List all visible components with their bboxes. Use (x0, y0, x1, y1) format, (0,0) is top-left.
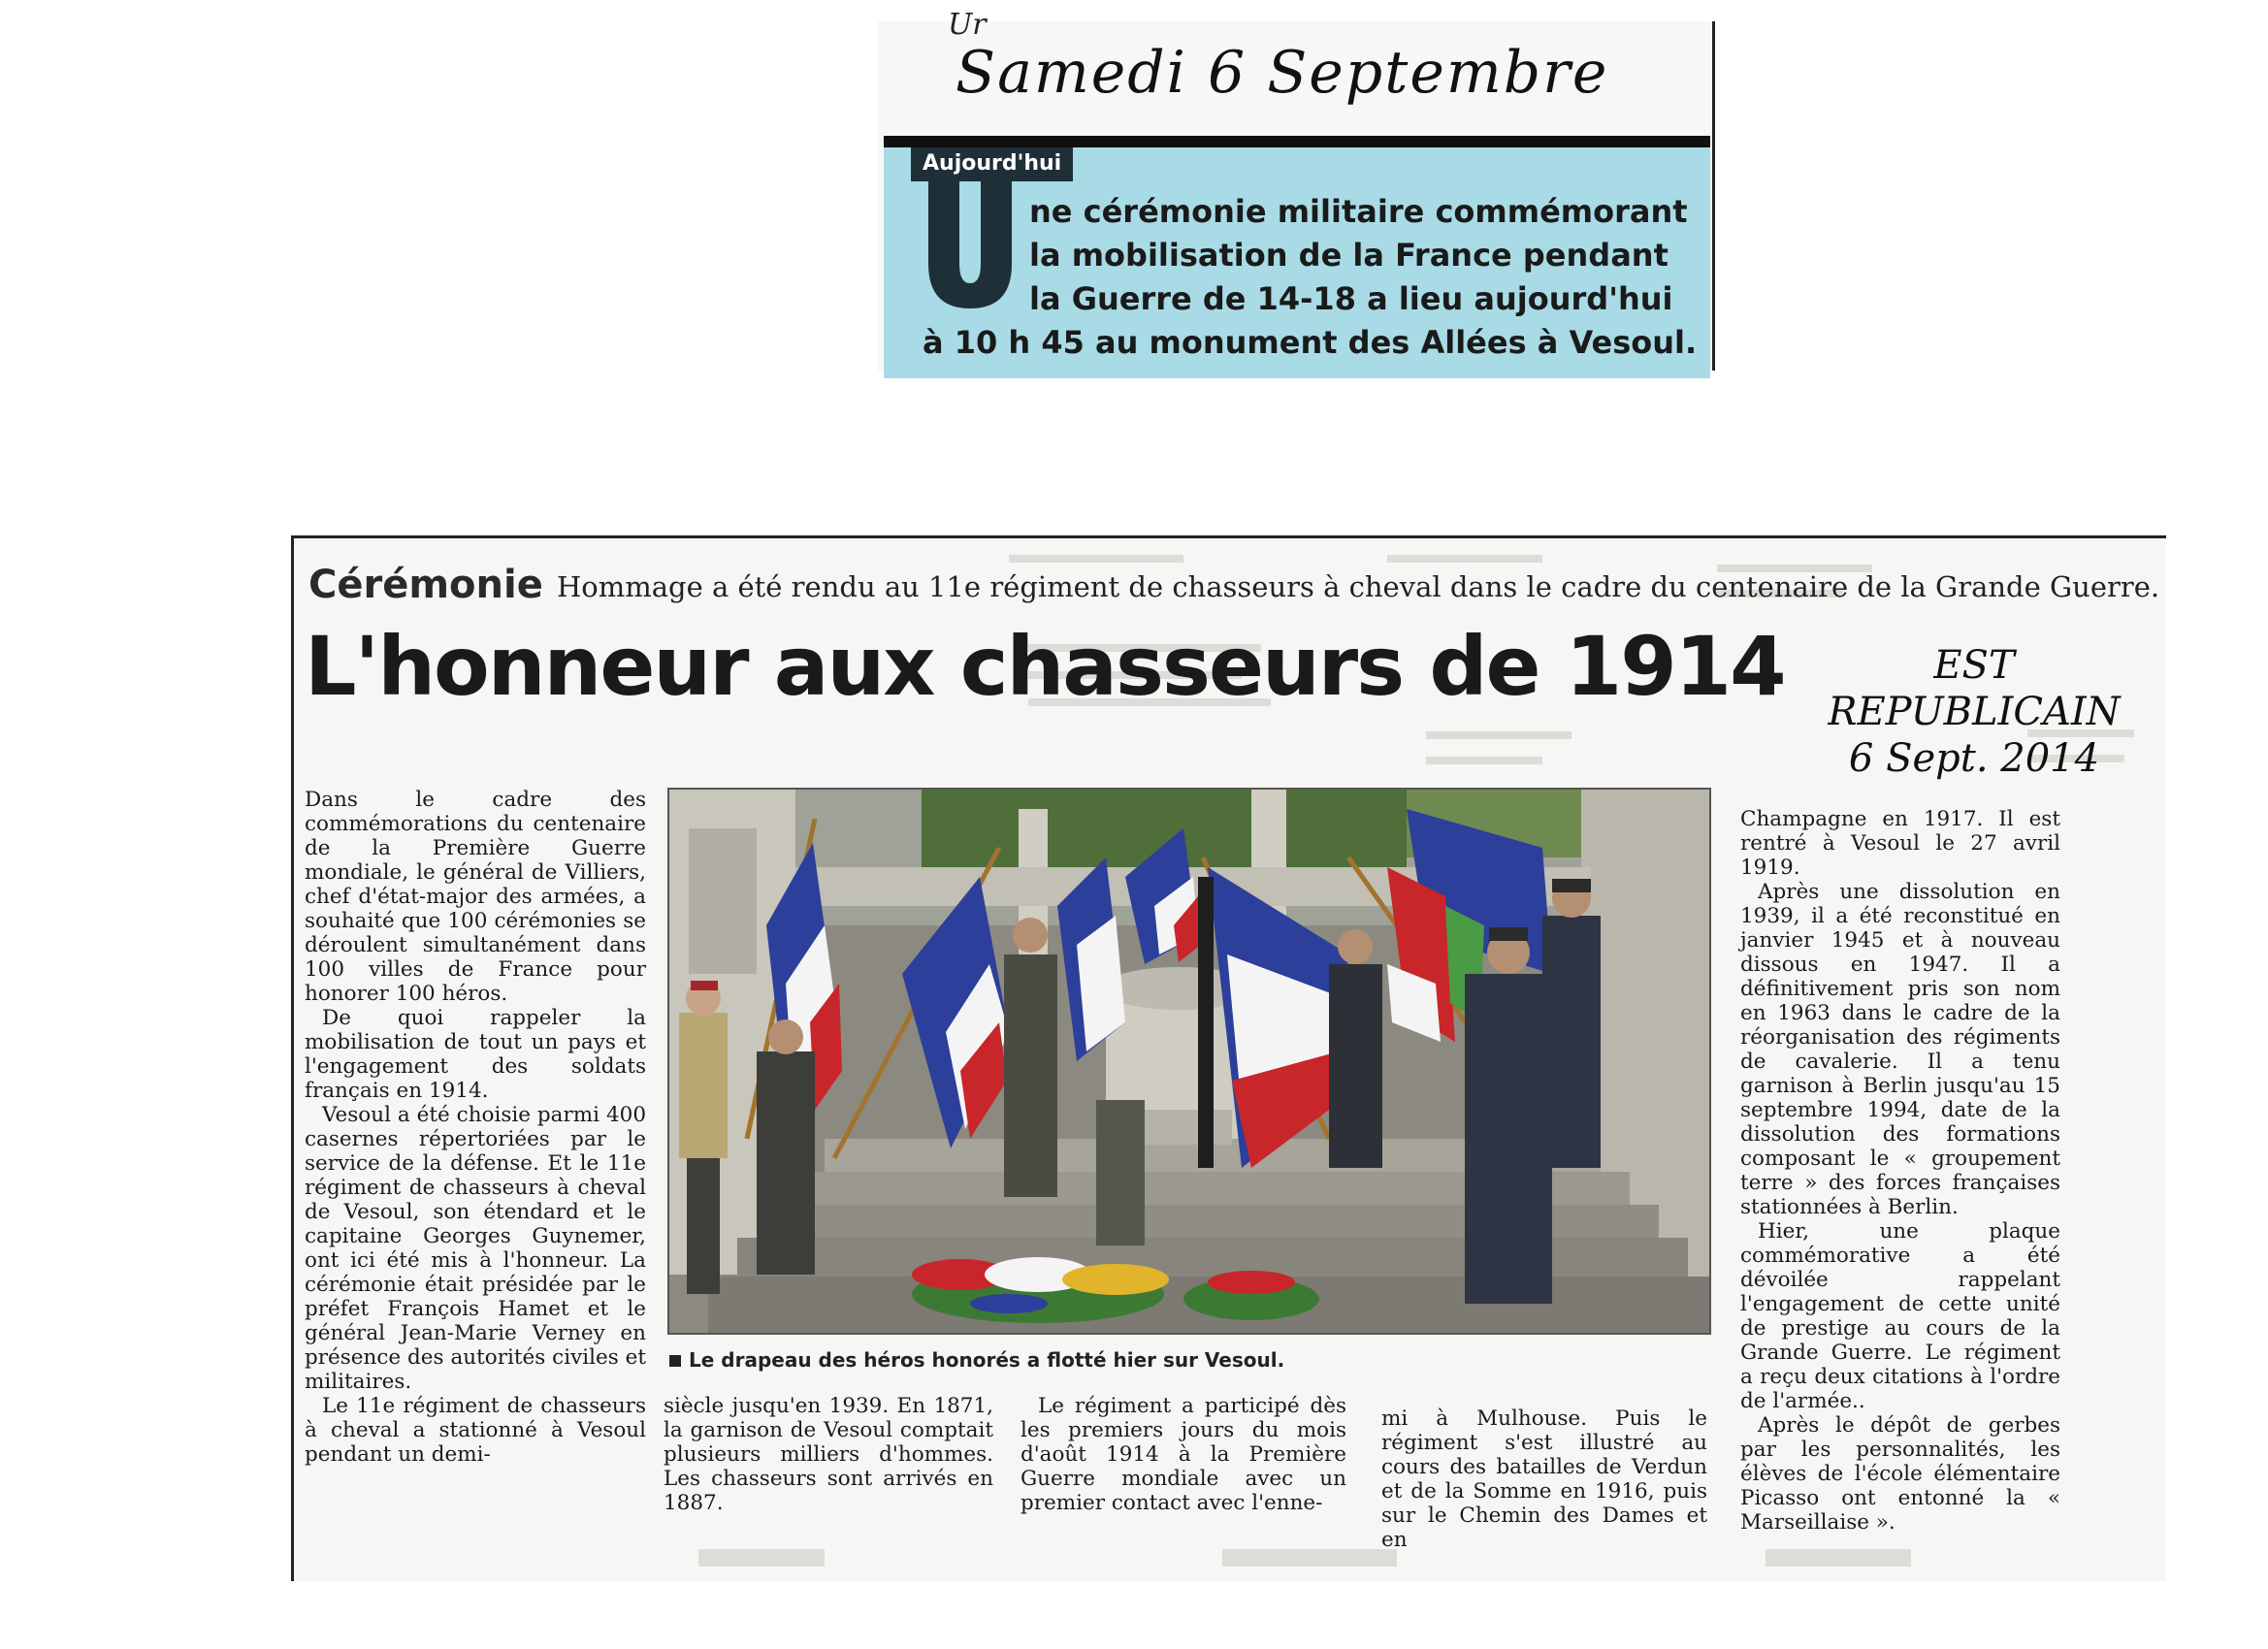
paragraph: Après le dépôt de gerbes par les personnalités, les élèves de l'école élémentaire Picasso ont entonné la « Marseillaise ». (1740, 1413, 2060, 1535)
paragraph: Vesoul a été choisie parmi 400 casernes répertoriées par le service de la défense. Et le 11e régiment de chasseurs à cheval de Vesoul, son étendard et le capitaine Georges Guynemer, ont ici été mis à l'honneur. La cérémonie était présidée par le préfet François Hamet et le général Jean-Marie Verney en présence des autorités civiles et militaires. (305, 1103, 646, 1394)
paragraph: mi à Mulhouse. Puis le régiment s'est illustré au cours des batailles de Verdun et de la Somme en 1916, puis sur le Chemin des Dames et en (1381, 1406, 1707, 1552)
brief-text (923, 190, 1699, 365)
brief-line: la mobilisation de la France pendant (1029, 237, 1669, 274)
paragraph: Dans le cadre des commémorations du centenaire de la Première Guerre mondiale, le général de Villiers, chef d'état-major des armées, a souhaité que 100 cérémonies se déroulent simultanément dans 100 villes de France pour honorer 100 héros. (305, 788, 646, 1006)
paragraph: Le régiment a participé dès les premiers jours du mois d'août 1914 à la Première Guerre mondiale avec un premier contact avec l'enne- (1021, 1394, 1346, 1515)
paragraph: Hier, une plaque commémorative a été dévoilée rappelant l'engagement de cette unité de prestige au cours de la Grande Guerre. Le régiment a reçu deux citations à l'ordre de l'armée.. (1740, 1219, 2060, 1413)
article-column-3 (1021, 1394, 1346, 1515)
ceremony-photo (667, 788, 1711, 1335)
handwritten-date: Samedi 6 Septembre (956, 39, 1609, 107)
article-column-4 (1381, 1406, 1707, 1552)
handwritten-source-note (1785, 642, 2163, 782)
paragraph: Le 11e régiment de chasseurs à cheval a stationné à Vesoul pendant un demi- (305, 1394, 646, 1467)
paragraph: siècle jusqu'en 1939. En 1871, la garnison de Vesoul comptait plusieurs milliers d'hommes. Les chasseurs sont arrivés en 1887. (664, 1394, 993, 1515)
brief-line: ne cérémonie militaire commémorant (1029, 193, 1688, 230)
paragraph: De quoi rappeler la mobilisation de tout un pays et l'engagement des soldats français en 1914. (305, 1006, 646, 1103)
article-headline: L'honneur aux chasseurs de 1914 (305, 619, 1785, 714)
brief-tag: Aujourd'hui (911, 147, 1073, 181)
article-column-1 (305, 788, 646, 1467)
caption-text: Le drapeau des héros honorés a flotté hier sur Vesoul. (689, 1348, 1285, 1372)
paragraph: Champagne en 1917. Il est rentré à Vesoul le 27 avril 1919. (1740, 807, 2060, 880)
ceremony-illustration (669, 790, 1709, 1333)
brief-line: à 10 h 45 au monument des Allées à Vesoul. (923, 324, 1698, 361)
top-clipping (878, 8, 1712, 371)
article-column-2 (664, 1394, 993, 1515)
paragraph: Après une dissolution en 1939, il a été reconstitué en janvier 1945 et à nouveau dissous en 1947. Il a définitivement pris son nom en 1963 dans le cadre de la réorganisation des régiments de cavalerie. Il a tenu garnison à Berlin jusqu'au 15 septembre 1994, date de la dissolution des formations composant le « groupement terre » des forces françaises stationnées à Berlin. (1740, 880, 2060, 1219)
handwritten-scrawl: Ur (948, 8, 987, 42)
brief-box (884, 136, 1710, 378)
article-deck: Hommage a été rendu au 11e régiment de chasseurs à cheval dans le cadre du centenaire de la Grande Guerre. (557, 570, 2160, 603)
brief-line: la Guerre de 14-18 a lieu aujourd'hui (1029, 280, 1673, 317)
source-note-line: 6 Sept. 2014 (1848, 736, 2100, 781)
article-column-5 (1740, 807, 2060, 1535)
photo-caption (669, 1348, 1284, 1372)
article-kicker: Cérémonie (308, 563, 543, 607)
main-clipping (291, 535, 2163, 1578)
caption-bullet (669, 1355, 681, 1367)
source-note-line: EST REPUBLICAIN (1828, 643, 2121, 734)
